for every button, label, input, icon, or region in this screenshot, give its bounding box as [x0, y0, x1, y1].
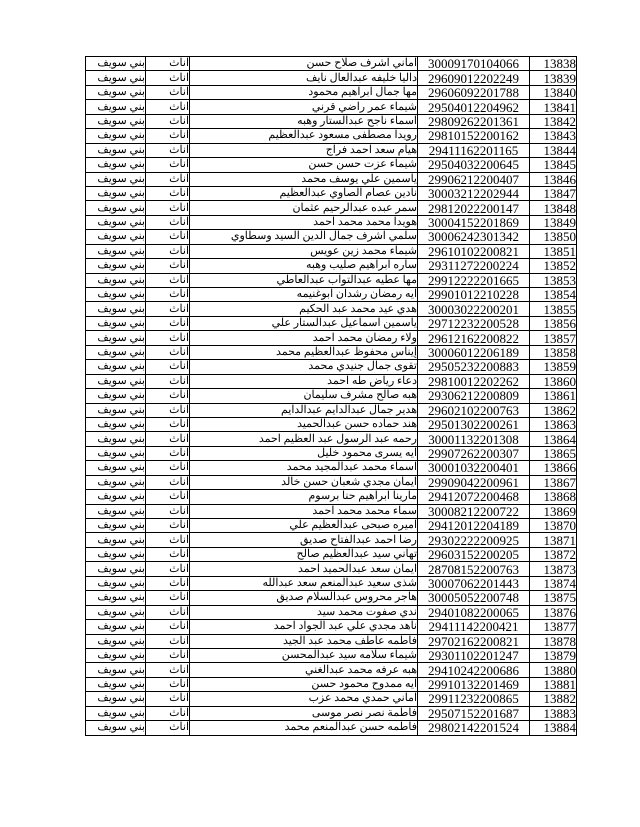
- serial-number-cell: 13861: [530, 389, 577, 403]
- gender-cell: اناث: [146, 663, 190, 677]
- serial-number-cell: 13884: [530, 721, 577, 735]
- national-id-cell: 29302222200925: [418, 533, 530, 547]
- gender-cell: اناث: [146, 201, 190, 215]
- table-row: [86, 533, 577, 547]
- serial-number-cell: 13860: [530, 374, 577, 388]
- table-row: [86, 71, 577, 85]
- table-row: [86, 446, 577, 460]
- serial-number-cell: 13856: [530, 316, 577, 330]
- name-cell: هند حماده حسن عبدالحميد: [190, 417, 418, 431]
- national-id-cell: 29410242200686: [418, 663, 530, 677]
- governorate-cell: بني سويف: [86, 417, 146, 431]
- name-cell: شيماء محمد زين عويس: [190, 244, 418, 258]
- national-id-cell: 29809262201361: [418, 114, 530, 128]
- gender-cell: اناث: [146, 288, 190, 302]
- serial-number-cell: 13858: [530, 345, 577, 359]
- table-row: [86, 461, 577, 475]
- national-id-cell: 29609012202249: [418, 71, 530, 85]
- serial-number-cell: 13840: [530, 85, 577, 99]
- name-cell: اماني اشرف صلاح حسن: [190, 57, 418, 71]
- table-row: [86, 562, 577, 576]
- table-row: [86, 345, 577, 359]
- serial-number-cell: 13875: [530, 591, 577, 605]
- national-id-cell: 30004152201869: [418, 215, 530, 229]
- national-id-cell: 30007062201443: [418, 576, 530, 590]
- name-cell: رويدا مصطفى مسعود عبدالعظيم: [190, 129, 418, 143]
- national-id-cell: 29907262200307: [418, 446, 530, 460]
- table-row: [86, 677, 577, 691]
- table-row: [86, 100, 577, 114]
- name-cell: ايمان سعد عبدالحميد احمد: [190, 562, 418, 576]
- gender-cell: اناث: [146, 504, 190, 518]
- gender-cell: اناث: [146, 591, 190, 605]
- national-id-cell: 29606092201788: [418, 85, 530, 99]
- serial-number-cell: 13846: [530, 172, 577, 186]
- gender-cell: اناث: [146, 273, 190, 287]
- national-id-cell: 30001132201308: [418, 432, 530, 446]
- table-row: [86, 57, 577, 71]
- national-id-cell: 29306212200809: [418, 389, 530, 403]
- national-id-cell: 29810152200162: [418, 129, 530, 143]
- gender-cell: اناث: [146, 57, 190, 71]
- name-cell: ناهد مجدي علي عبد الجواد احمد: [190, 620, 418, 634]
- serial-number-cell: 13880: [530, 663, 577, 677]
- national-id-cell: 29910132201469: [418, 677, 530, 691]
- name-cell: سلمي اشرف جمال الدين السيد وسطاوي: [190, 230, 418, 244]
- governorate-cell: بني سويف: [86, 490, 146, 504]
- name-cell: تهاني سيد عبدالعظيم صالح: [190, 547, 418, 561]
- serial-number-cell: 13883: [530, 706, 577, 720]
- gender-cell: اناث: [146, 302, 190, 316]
- serial-number-cell: 13839: [530, 71, 577, 85]
- governorate-cell: بني سويف: [86, 230, 146, 244]
- governorate-cell: بني سويف: [86, 374, 146, 388]
- table-row: [86, 547, 577, 561]
- table-row: [86, 432, 577, 446]
- table-row: [86, 85, 577, 99]
- gender-cell: اناث: [146, 677, 190, 691]
- name-cell: اماني حمدي محمد عزب: [190, 692, 418, 706]
- governorate-cell: بني سويف: [86, 316, 146, 330]
- governorate-cell: بني سويف: [86, 85, 146, 99]
- serial-number-cell: 13877: [530, 620, 577, 634]
- serial-number-cell: 13848: [530, 201, 577, 215]
- table-row: [86, 620, 577, 634]
- table-row: [86, 129, 577, 143]
- table-row: [86, 605, 577, 619]
- name-cell: دعاء رياض طه احمد: [190, 374, 418, 388]
- gender-cell: اناث: [146, 634, 190, 648]
- governorate-cell: بني سويف: [86, 663, 146, 677]
- name-cell: نادين عصام الصاوي عبدالعظيم: [190, 186, 418, 200]
- national-id-cell: 30001032200401: [418, 461, 530, 475]
- governorate-cell: بني سويف: [86, 360, 146, 374]
- national-id-cell: 29802142201524: [418, 721, 530, 735]
- table-row: [86, 316, 577, 330]
- table-row: [86, 360, 577, 374]
- serial-number-cell: 13841: [530, 100, 577, 114]
- governorate-cell: بني سويف: [86, 273, 146, 287]
- serial-number-cell: 13857: [530, 331, 577, 345]
- serial-number-cell: 13849: [530, 215, 577, 229]
- name-cell: ياسمين اسماعيل عبدالستار علي: [190, 316, 418, 330]
- table-row: [86, 389, 577, 403]
- governorate-cell: بني سويف: [86, 331, 146, 345]
- table-row: [86, 331, 577, 345]
- national-id-cell: 29702162200821: [418, 634, 530, 648]
- name-cell: رحمه عبد الرسول عبد العظيم احمد: [190, 432, 418, 446]
- governorate-cell: بني سويف: [86, 100, 146, 114]
- name-cell: ولاء رمضان محمد احمد: [190, 331, 418, 345]
- gender-cell: اناث: [146, 533, 190, 547]
- name-cell: مها جمال ابراهيم محمود: [190, 85, 418, 99]
- name-cell: هويدا محمد محمد احمد: [190, 215, 418, 229]
- name-cell: ساره ابراهيم صليب وهبه: [190, 259, 418, 273]
- governorate-cell: بني سويف: [86, 692, 146, 706]
- national-id-cell: 29411162201165: [418, 143, 530, 157]
- table-row: [86, 519, 577, 533]
- national-id-cell: 29504012204962: [418, 100, 530, 114]
- name-cell: ندي صفوت محمد سيد: [190, 605, 418, 619]
- governorate-cell: بني سويف: [86, 605, 146, 619]
- national-id-cell: 29411142200421: [418, 620, 530, 634]
- name-cell: ايه رمضان رشدان ابوغنيمه: [190, 288, 418, 302]
- table-row: [86, 490, 577, 504]
- governorate-cell: بني سويف: [86, 677, 146, 691]
- national-id-cell: 30006012206189: [418, 345, 530, 359]
- governorate-cell: بني سويف: [86, 71, 146, 85]
- governorate-cell: بني سويف: [86, 186, 146, 200]
- name-cell: ياسمين علي يوسف محمد: [190, 172, 418, 186]
- table-row: [86, 273, 577, 287]
- table-row: [86, 634, 577, 648]
- gender-cell: اناث: [146, 143, 190, 157]
- name-cell: فاطمه حسن عبدالمنعم محمد: [190, 721, 418, 735]
- name-cell: ايمان مجدي شعبان حسن خالد: [190, 475, 418, 489]
- gender-cell: اناث: [146, 519, 190, 533]
- governorate-cell: بني سويف: [86, 158, 146, 172]
- governorate-cell: بني سويف: [86, 620, 146, 634]
- serial-number-cell: 13882: [530, 692, 577, 706]
- serial-number-cell: 13868: [530, 490, 577, 504]
- gender-cell: اناث: [146, 331, 190, 345]
- table-row: [86, 259, 577, 273]
- governorate-cell: بني سويف: [86, 389, 146, 403]
- serial-number-cell: 13851: [530, 244, 577, 258]
- name-cell: مارينا ابراهيم حنا برسوم: [190, 490, 418, 504]
- serial-number-cell: 13881: [530, 677, 577, 691]
- serial-number-cell: 13853: [530, 273, 577, 287]
- table-row: [86, 576, 577, 590]
- serial-number-cell: 13876: [530, 605, 577, 619]
- serial-number-cell: 13869: [530, 504, 577, 518]
- gender-cell: اناث: [146, 244, 190, 258]
- name-cell: هيام سعد احمد فراج: [190, 143, 418, 157]
- gender-cell: اناث: [146, 129, 190, 143]
- gender-cell: اناث: [146, 490, 190, 504]
- governorate-cell: بني سويف: [86, 576, 146, 590]
- serial-number-cell: 13854: [530, 288, 577, 302]
- gender-cell: اناث: [146, 360, 190, 374]
- national-id-cell: 29911232200865: [418, 692, 530, 706]
- national-id-cell: 29401082200065: [418, 605, 530, 619]
- serial-number-cell: 13878: [530, 634, 577, 648]
- national-id-cell: 29812022200147: [418, 201, 530, 215]
- governorate-cell: بني سويف: [86, 446, 146, 460]
- national-id-cell: 30009170104066: [418, 57, 530, 71]
- serial-number-cell: 13863: [530, 417, 577, 431]
- serial-number-cell: 13874: [530, 576, 577, 590]
- serial-number-cell: 13855: [530, 302, 577, 316]
- gender-cell: اناث: [146, 186, 190, 200]
- table-row: [86, 706, 577, 720]
- name-cell: داليا خليفه عبدالعال نايف: [190, 71, 418, 85]
- serial-number-cell: 13844: [530, 143, 577, 157]
- national-id-cell: 29901012210228: [418, 288, 530, 302]
- name-cell: شيماء عزت حسن حسن: [190, 158, 418, 172]
- governorate-cell: بني سويف: [86, 172, 146, 186]
- national-id-cell: 30006242301342: [418, 230, 530, 244]
- gender-cell: اناث: [146, 605, 190, 619]
- governorate-cell: بني سويف: [86, 475, 146, 489]
- national-id-cell: 29412012204189: [418, 519, 530, 533]
- table-row: [86, 215, 577, 229]
- governorate-cell: بني سويف: [86, 288, 146, 302]
- gender-cell: اناث: [146, 158, 190, 172]
- name-cell: هاجر محروس عبدالسلام صديق: [190, 591, 418, 605]
- name-cell: إيناس محفوظ عبدالعظيم محمد: [190, 345, 418, 359]
- gender-cell: اناث: [146, 100, 190, 114]
- national-id-cell: 29909042200961: [418, 475, 530, 489]
- gender-cell: اناث: [146, 389, 190, 403]
- governorate-cell: بني سويف: [86, 648, 146, 662]
- gender-cell: اناث: [146, 374, 190, 388]
- governorate-cell: بني سويف: [86, 143, 146, 157]
- national-id-cell: 29301102201247: [418, 648, 530, 662]
- gender-cell: اناث: [146, 446, 190, 460]
- table-row: [86, 721, 577, 735]
- name-cell: ايه ممدوح محمود حسن: [190, 677, 418, 691]
- serial-number-cell: 13843: [530, 129, 577, 143]
- name-cell: سمر عبده عبدالرحيم عثمان: [190, 201, 418, 215]
- gender-cell: اناث: [146, 547, 190, 561]
- serial-number-cell: 13870: [530, 519, 577, 533]
- national-id-cell: 28708152200763: [418, 562, 530, 576]
- serial-number-cell: 13842: [530, 114, 577, 128]
- gender-cell: اناث: [146, 316, 190, 330]
- name-cell: هبه صالح مشرف سليمان: [190, 389, 418, 403]
- name-cell: هدير جمال عبدالدايم عبدالدايم: [190, 403, 418, 417]
- gender-cell: اناث: [146, 562, 190, 576]
- national-id-cell: 29602102200763: [418, 403, 530, 417]
- gender-cell: اناث: [146, 71, 190, 85]
- governorate-cell: بني سويف: [86, 706, 146, 720]
- serial-number-cell: 13879: [530, 648, 577, 662]
- gender-cell: اناث: [146, 417, 190, 431]
- name-cell: شذى سعيد عبدالمنعم سعد عبدالله: [190, 576, 418, 590]
- governorate-cell: بني سويف: [86, 533, 146, 547]
- national-id-cell: 29712232200528: [418, 316, 530, 330]
- gender-cell: اناث: [146, 461, 190, 475]
- table-row: [86, 201, 577, 215]
- national-id-cell: 29603152200205: [418, 547, 530, 561]
- governorate-cell: بني سويف: [86, 562, 146, 576]
- table-row: [86, 403, 577, 417]
- name-cell: سماء محمد محمد احمد: [190, 504, 418, 518]
- name-cell: فاطمه عاطف محمد عبد الجيد: [190, 634, 418, 648]
- national-id-cell: 30003212202944: [418, 186, 530, 200]
- national-id-cell: 29906212200407: [418, 172, 530, 186]
- name-cell: مها عطيه عبدالتواب عبدالعاطي: [190, 273, 418, 287]
- serial-number-cell: 13864: [530, 432, 577, 446]
- governorate-cell: بني سويف: [86, 432, 146, 446]
- serial-number-cell: 13852: [530, 259, 577, 273]
- table-row: [86, 186, 577, 200]
- records-table: [85, 56, 577, 736]
- national-id-cell: 29504032200645: [418, 158, 530, 172]
- name-cell: فاطمة نصر نصر موسى: [190, 706, 418, 720]
- gender-cell: اناث: [146, 403, 190, 417]
- governorate-cell: بني سويف: [86, 519, 146, 533]
- table-row: [86, 172, 577, 186]
- name-cell: تقوى جمال جنيدي محمد: [190, 360, 418, 374]
- governorate-cell: بني سويف: [86, 215, 146, 229]
- governorate-cell: بني سويف: [86, 547, 146, 561]
- records-body: [86, 57, 577, 736]
- table-row: [86, 288, 577, 302]
- name-cell: ايه يسرى محمود خليل: [190, 446, 418, 460]
- table-row: [86, 504, 577, 518]
- table-row: [86, 591, 577, 605]
- table-row: [86, 692, 577, 706]
- serial-number-cell: 13862: [530, 403, 577, 417]
- national-id-cell: 29810012202262: [418, 374, 530, 388]
- gender-cell: اناث: [146, 721, 190, 735]
- gender-cell: اناث: [146, 259, 190, 273]
- gender-cell: اناث: [146, 620, 190, 634]
- serial-number-cell: 13859: [530, 360, 577, 374]
- gender-cell: اناث: [146, 215, 190, 229]
- national-id-cell: 29501302200261: [418, 417, 530, 431]
- national-id-cell: 30005052200748: [418, 591, 530, 605]
- table-row: [86, 302, 577, 316]
- governorate-cell: بني سويف: [86, 591, 146, 605]
- table-row: [86, 230, 577, 244]
- name-cell: رضا احمد عبدالفتاح صديق: [190, 533, 418, 547]
- national-id-cell: 29610102200821: [418, 244, 530, 258]
- governorate-cell: بني سويف: [86, 57, 146, 71]
- serial-number-cell: 13867: [530, 475, 577, 489]
- name-cell: شيماء سلامه سيد عبدالمحسن: [190, 648, 418, 662]
- governorate-cell: بني سويف: [86, 129, 146, 143]
- gender-cell: اناث: [146, 230, 190, 244]
- gender-cell: اناث: [146, 345, 190, 359]
- serial-number-cell: 13873: [530, 562, 577, 576]
- governorate-cell: بني سويف: [86, 201, 146, 215]
- governorate-cell: بني سويف: [86, 114, 146, 128]
- serial-number-cell: 13847: [530, 186, 577, 200]
- serial-number-cell: 13872: [530, 547, 577, 561]
- serial-number-cell: 13866: [530, 461, 577, 475]
- national-id-cell: 29612162200822: [418, 331, 530, 345]
- gender-cell: اناث: [146, 576, 190, 590]
- national-id-cell: 30003022200201: [418, 302, 530, 316]
- serial-number-cell: 13865: [530, 446, 577, 460]
- gender-cell: اناث: [146, 432, 190, 446]
- table-row: [86, 114, 577, 128]
- national-id-cell: 29507152201687: [418, 706, 530, 720]
- governorate-cell: بني سويف: [86, 259, 146, 273]
- national-id-cell: 29912222201665: [418, 273, 530, 287]
- governorate-cell: بني سويف: [86, 461, 146, 475]
- gender-cell: اناث: [146, 648, 190, 662]
- serial-number-cell: 13871: [530, 533, 577, 547]
- table-row: [86, 143, 577, 157]
- governorate-cell: بني سويف: [86, 504, 146, 518]
- table-row: [86, 648, 577, 662]
- national-id-cell: 29412072200468: [418, 490, 530, 504]
- governorate-cell: بني سويف: [86, 345, 146, 359]
- gender-cell: اناث: [146, 706, 190, 720]
- table-row: [86, 374, 577, 388]
- national-id-cell: 29311272200224: [418, 259, 530, 273]
- serial-number-cell: 13850: [530, 230, 577, 244]
- gender-cell: اناث: [146, 475, 190, 489]
- name-cell: اسماء ناجح عبدالستار وهبه: [190, 114, 418, 128]
- national-id-cell: 29505232200883: [418, 360, 530, 374]
- gender-cell: اناث: [146, 692, 190, 706]
- governorate-cell: بني سويف: [86, 244, 146, 258]
- table-row: [86, 417, 577, 431]
- serial-number-cell: 13845: [530, 158, 577, 172]
- governorate-cell: بني سويف: [86, 634, 146, 648]
- governorate-cell: بني سويف: [86, 403, 146, 417]
- governorate-cell: بني سويف: [86, 721, 146, 735]
- name-cell: اسماء محمد عبدالمجيد محمد: [190, 461, 418, 475]
- name-cell: هبه عرفه محمد عبدالغني: [190, 663, 418, 677]
- gender-cell: اناث: [146, 172, 190, 186]
- table-row: [86, 244, 577, 258]
- governorate-cell: بني سويف: [86, 302, 146, 316]
- name-cell: اميره صبحى عبدالعظيم علي: [190, 519, 418, 533]
- serial-number-cell: 13838: [530, 57, 577, 71]
- table-row: [86, 158, 577, 172]
- gender-cell: اناث: [146, 114, 190, 128]
- national-id-cell: 30008212200722: [418, 504, 530, 518]
- gender-cell: اناث: [146, 85, 190, 99]
- name-cell: شيماء عمر راضي قرني: [190, 100, 418, 114]
- name-cell: هدي عيد محمد عبد الحكيم: [190, 302, 418, 316]
- table-row: [86, 475, 577, 489]
- table-row: [86, 663, 577, 677]
